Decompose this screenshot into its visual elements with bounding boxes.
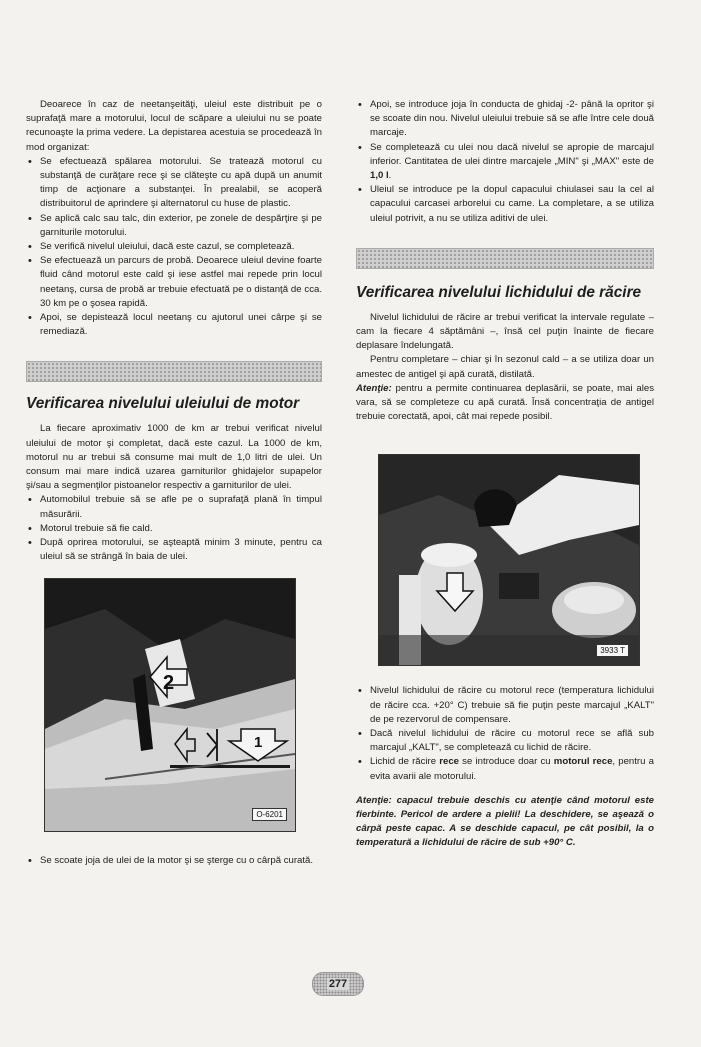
list-item: • Apoi, se introduce joja în conducta de ghidaj -2- până la opritor şi se scoate din nou. Nivelul uleiului trebuie să se afle între cele două marcaje.: [356, 98, 654, 141]
list-item: • Se verifică nivelul uleiului, dacă este cazul, se completează.: [26, 240, 322, 254]
list-item: • Se aplică calc sau talc, din exterior, pe zonele de despărţire şi pe garniturile motorului.: [26, 212, 322, 240]
list-item: • Se completează cu ulei nou dacă nivelul se apropie de marcajul inferior. Cantitatea de ulei dintre marcajele „MIN" şi „MAX" este de 1,0 l.: [356, 141, 654, 184]
dipstick-illustration: [45, 579, 295, 831]
right-column: [356, 98, 654, 851]
intro-paragraph: Deoarece în caz de neetanşeităţi, uleiul este distribuit pe o suprafaţă mare a motorului, locul de scăpare a uleiului nu se poate recunoaşte la prima vedere. La depistarea acestuia se procedează în mod organizat:: [26, 99, 322, 153]
oil-conditions-list: [26, 493, 322, 564]
list-item: • Se efectuează spălarea motorului. Se tratează motorul cu substanţă de curăţare rece şi se clăteşte cu apă după un anumit timp de acţionare a substanţei. În prealabil, se acoperă distribuitorul de aprindere şi alternatorul cu huse de plastic.: [26, 155, 322, 212]
attention-note: Atenţie: pentru a permite continuarea deplasării, se poate, mai ales vara, să se completeze cu apă curată. Însă concentraţia de antigel trebuie corectată, apoi, cât mai repede posibil.: [356, 382, 654, 423]
page-number-badge: [312, 972, 364, 996]
list-item: • Motorul trebuie să fie cald.: [26, 522, 322, 536]
list-item: • Automobilul trebuie să se afle pe o suprafaţă plană în timpul măsurării.: [26, 493, 322, 521]
coolant-paragraph-1: Nivelul lichidului de răcire ar trebui verificat la intervale regulate – cam la fiecare 4 săptămâni –, însă cel puţin înainte de fiecare deplasare îndelungată.: [356, 311, 654, 352]
list-item: • Nivelul lichidului de răcire cu motorul rece (temperatura lichidului de răcire cca. +20° C) trebuie să fie puţin peste marcajul „KALT" de pe rezervorul de compensare.: [356, 684, 654, 727]
section-title-oil-level: Verificarea nivelului uleiului de motor: [26, 395, 300, 413]
section-divider-band: [356, 248, 654, 269]
list-item: • Apoi, se depistează locul neetanş cu ajutorul unei cârpe şi se remediază.: [26, 311, 322, 339]
arrow-2-label: 2: [163, 672, 175, 695]
coolant-paragraph-2: Pentru completare – chiar şi în sezonul cald – a se utiliza doar un amestec de antigel şi apă curată, distilată.: [356, 354, 654, 380]
list-item: • Se efectuează un parcurs de probă. Deoarece uleiul devine foarte fluid când motorul este cald şi iese astfel mai repede prin locul neetanş, cursa de probă ar trebuie efectuată pe o distanţă de cca. 30 km pe o şosea rapidă.: [26, 254, 322, 311]
list-item: • Se scoate joja de ulei de la motor şi se şterge cu o cârpă curată.: [26, 854, 322, 868]
oil-level-paragraph: La fiecare aproximativ 1000 de km ar trebui verificat nivelul uleiului de motor şi completat, dacă este cazul. La 1000 de km, motorul nu ar trebui să consume mai mult de 1,0 litri de ulei. Un consum mai mare indică uzarea garniturilor ghidajelor supapelor şi/sau a segmenţilor pistoanelor respectiv a garniturilor de ulei.: [26, 423, 322, 492]
after-figure-list: [26, 854, 322, 868]
leak-steps-list: [26, 155, 322, 340]
list-item: • Lichid de răcire rece se introduce doar cu motorul rece, pentru a evita avarii ale motorului.: [356, 755, 654, 783]
figure-code: 3933 T: [596, 644, 629, 657]
coolant-reservoir-illustration: [379, 455, 639, 665]
section-divider-band: [26, 361, 322, 382]
list-item: • Dacă nivelul lichidului de răcire cu motorul rece se află sub marcajul „KALT", se completează cu lichid de răcire.: [356, 727, 654, 755]
list-item: • După oprirea motorului, se aşteaptă minim 3 minute, pentru ca uleiul să se strângă în baia de ulei.: [26, 536, 322, 564]
coolant-reservoir-photo: [378, 454, 640, 666]
page-number: 277: [328, 978, 348, 990]
arrow-1-label: 1: [254, 734, 263, 752]
left-column: [26, 98, 322, 869]
section-title-coolant-level: Verificarea nivelului lichidului de răcire: [356, 283, 642, 301]
dipstick-steps-list: [356, 98, 654, 226]
list-item: • Uleiul se introduce pe la dopul capacului chiulasei sau la cel al capacului carcasei arborelui cu came. La completare, a se utiliza uleiul potrivit, a nu se utiliza aditivi de ulei.: [356, 183, 654, 226]
figure-code: O-6201: [252, 808, 287, 821]
final-attention-note: Atenţie: capacul trebuie deschis cu atenţie când motorul este fierbinte. Pericol de ardere a pielii! La deschidere, se aşează o cârpă peste capac. A se deschide capacul, pe cât posibil, la o temperatură a lichidului de răcire de sub +90° C.: [356, 794, 654, 849]
dipstick-photo: [44, 578, 296, 832]
coolant-steps-list: [356, 684, 654, 783]
